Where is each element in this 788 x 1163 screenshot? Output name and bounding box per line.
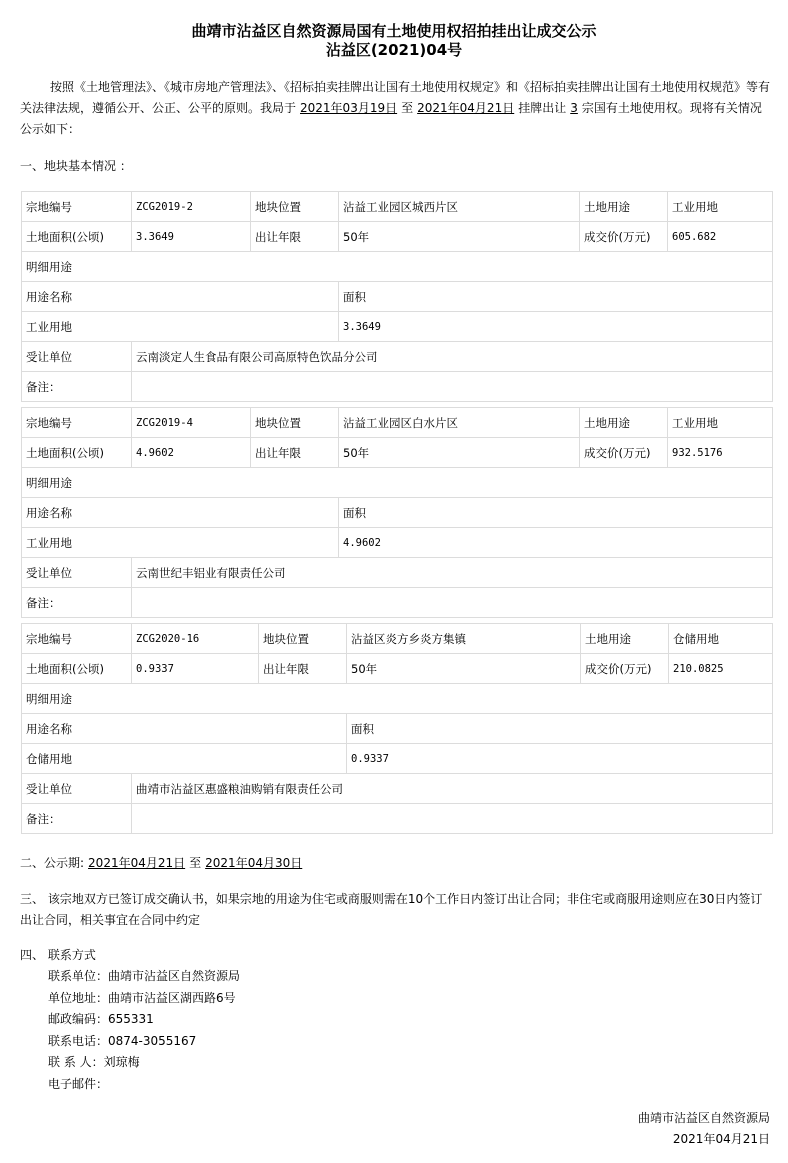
table-row [22, 528, 773, 558]
use-name-label: 用途名称 [22, 282, 339, 312]
table-row [22, 438, 773, 468]
label-cell: 成交价(万元) [580, 438, 668, 468]
signature-date: 2021年04月21日 [672, 1132, 770, 1146]
document-title: 曲靖市沾益区自然资源局国有土地使用权招拍挂出让成交公示 [191, 22, 597, 40]
detail-use-label: 明细用途 [22, 684, 773, 714]
section1-heading: 一、地块基本情况 ： [20, 159, 132, 173]
parcel-term: 50年 [339, 222, 580, 252]
table-row [22, 342, 773, 372]
contact-unit: 联系单位：曲靖市沾益区自然资源局 [48, 969, 241, 983]
parcel-no: ZCG2019-2 [132, 192, 251, 222]
detail-use-name: 仓储用地 [22, 744, 347, 774]
table-row [22, 372, 773, 402]
table-row [22, 684, 773, 714]
signature-org: 曲靖市沾益区自然资源局 [637, 1111, 770, 1125]
table-row [22, 654, 773, 684]
section3-contract-note: 三、 该宗地双方已签订成交确认书，如果宗地的用途为住宅或商服则需在10个工作日内签订出让合同；非住宅或商服用途则应在30日内签订出让合同，相关事宜在合同中约定 [20, 892, 763, 927]
label-cell: 地块位置 [259, 624, 347, 654]
label-cell: 地块位置 [251, 192, 339, 222]
detail-use-label: 明细用途 [22, 468, 773, 498]
table-row [22, 558, 773, 588]
label-cell: 土地面积(公顷) [22, 222, 132, 252]
contact-postcode: 邮政编码：655331 [48, 1012, 154, 1026]
table-row [22, 252, 773, 282]
section2-notice-period [20, 853, 772, 874]
parcel-table-2 [21, 407, 773, 618]
label-cell: 土地面积(公顷) [22, 654, 132, 684]
area-label: 面积 [339, 282, 773, 312]
table-row [22, 774, 773, 804]
section4-heading: 四、 联系方式 [20, 948, 96, 962]
remarks-value [132, 588, 773, 618]
area-label: 面积 [347, 714, 773, 744]
label-cell: 宗地编号 [22, 408, 132, 438]
detail-use-name: 工业用地 [22, 528, 339, 558]
table-row [22, 498, 773, 528]
table-row [22, 468, 773, 498]
contact-block [48, 966, 240, 1095]
detail-area: 4.9602 [339, 528, 773, 558]
label-cell: 出让年限 [259, 654, 347, 684]
label-cell: 土地用途 [580, 192, 668, 222]
parcel-location: 沾益区炎方乡炎方集镇 [347, 624, 581, 654]
document-number: 沾益区(2021)04号 [325, 41, 463, 59]
parcel-count: 3 [570, 101, 578, 115]
table-row [22, 744, 773, 774]
parcel-area: 4.9602 [132, 438, 251, 468]
parcel-location: 沾益工业园区白水片区 [339, 408, 580, 438]
label-cell: 土地用途 [580, 408, 668, 438]
parcel-price: 605.682 [668, 222, 773, 252]
use-name-label: 用途名称 [22, 498, 339, 528]
remarks-value [132, 372, 773, 402]
intro-paragraph [20, 77, 772, 140]
parcel-table-3 [21, 623, 773, 834]
parcel-table-1 [21, 191, 773, 402]
winner-label: 受让单位 [22, 342, 132, 372]
detail-area: 3.3649 [339, 312, 773, 342]
parcel-use: 工业用地 [668, 408, 773, 438]
intro-text-b: 挂牌出让 [518, 101, 567, 115]
parcel-use: 仓储用地 [669, 624, 773, 654]
use-name-label: 用途名称 [22, 714, 347, 744]
detail-use-name: 工业用地 [22, 312, 339, 342]
winner-label: 受让单位 [22, 774, 132, 804]
table-row [22, 312, 773, 342]
listing-end-date: 2021年04月21日 [417, 101, 515, 115]
document-header [0, 22, 788, 60]
table-row [22, 714, 773, 744]
label-cell: 成交价(万元) [581, 654, 669, 684]
label-cell: 土地用途 [581, 624, 669, 654]
parcel-price: 210.0825 [669, 654, 773, 684]
label-cell: 宗地编号 [22, 192, 132, 222]
table-row [22, 624, 773, 654]
parcel-use: 工业用地 [668, 192, 773, 222]
remarks-label: 备注： [22, 588, 132, 618]
contact-address: 单位地址：曲靖市沾益区湖西路6号 [48, 990, 236, 1005]
contact-email: 电子邮件： [48, 1076, 109, 1091]
area-label: 面积 [339, 498, 773, 528]
parcel-no: ZCG2019-4 [132, 408, 251, 438]
table-row [22, 192, 773, 222]
table-row [22, 222, 773, 252]
parcel-term: 50年 [347, 654, 581, 684]
intro-to: 至 [401, 101, 414, 115]
intro-text-a: 按照《土地管理法》、《城市房地产管理法》、《招标拍卖挂牌出让国有土地使用权规定》和《招标拍卖挂牌出让国有土地使用权规范》等有关法律法规，遵循公开、公正、公平的原则。我局于 [20, 80, 771, 115]
notice-to: 至 [189, 856, 202, 870]
table-row [22, 588, 773, 618]
detail-area: 0.9337 [347, 744, 773, 774]
intro-text-c: 宗国有土地使用权。现将有关情况公示如下： [20, 101, 762, 136]
winner-label: 受让单位 [22, 558, 132, 588]
parcel-location: 沾益工业园区城西片区 [339, 192, 580, 222]
parcel-no: ZCG2020-16 [132, 624, 259, 654]
notice-label: 二、公示期: [20, 856, 85, 870]
label-cell: 土地面积(公顷) [22, 438, 132, 468]
winner-name: 云南淡定人生食品有限公司高原特色饮品分公司 [132, 342, 773, 372]
contact-person: 联 系 人：刘琼梅 [48, 1055, 140, 1069]
parcel-price: 932.5176 [668, 438, 773, 468]
table-row [22, 408, 773, 438]
label-cell: 地块位置 [251, 408, 339, 438]
label-cell: 出让年限 [251, 438, 339, 468]
winner-name: 云南世纪丰铝业有限责任公司 [132, 558, 773, 588]
parcel-area: 3.3649 [132, 222, 251, 252]
remarks-value [132, 804, 773, 834]
parcel-area: 0.9337 [132, 654, 259, 684]
contact-phone: 联系电话：0874-3055167 [48, 1033, 197, 1048]
remarks-label: 备注： [22, 804, 132, 834]
label-cell: 出让年限 [251, 222, 339, 252]
parcel-term: 50年 [339, 438, 580, 468]
notice-end-date: 2021年04月30日 [205, 856, 303, 870]
signature-block [638, 1108, 770, 1150]
label-cell: 宗地编号 [22, 624, 132, 654]
listing-start-date: 2021年03月19日 [300, 101, 398, 115]
remarks-label: 备注： [22, 372, 132, 402]
winner-name: 曲靖市沾益区惠盛粮油购销有限责任公司 [132, 774, 773, 804]
table-row [22, 804, 773, 834]
label-cell: 成交价(万元) [580, 222, 668, 252]
notice-start-date: 2021年04月21日 [88, 856, 186, 870]
detail-use-label: 明细用途 [22, 252, 773, 282]
table-row [22, 282, 773, 312]
